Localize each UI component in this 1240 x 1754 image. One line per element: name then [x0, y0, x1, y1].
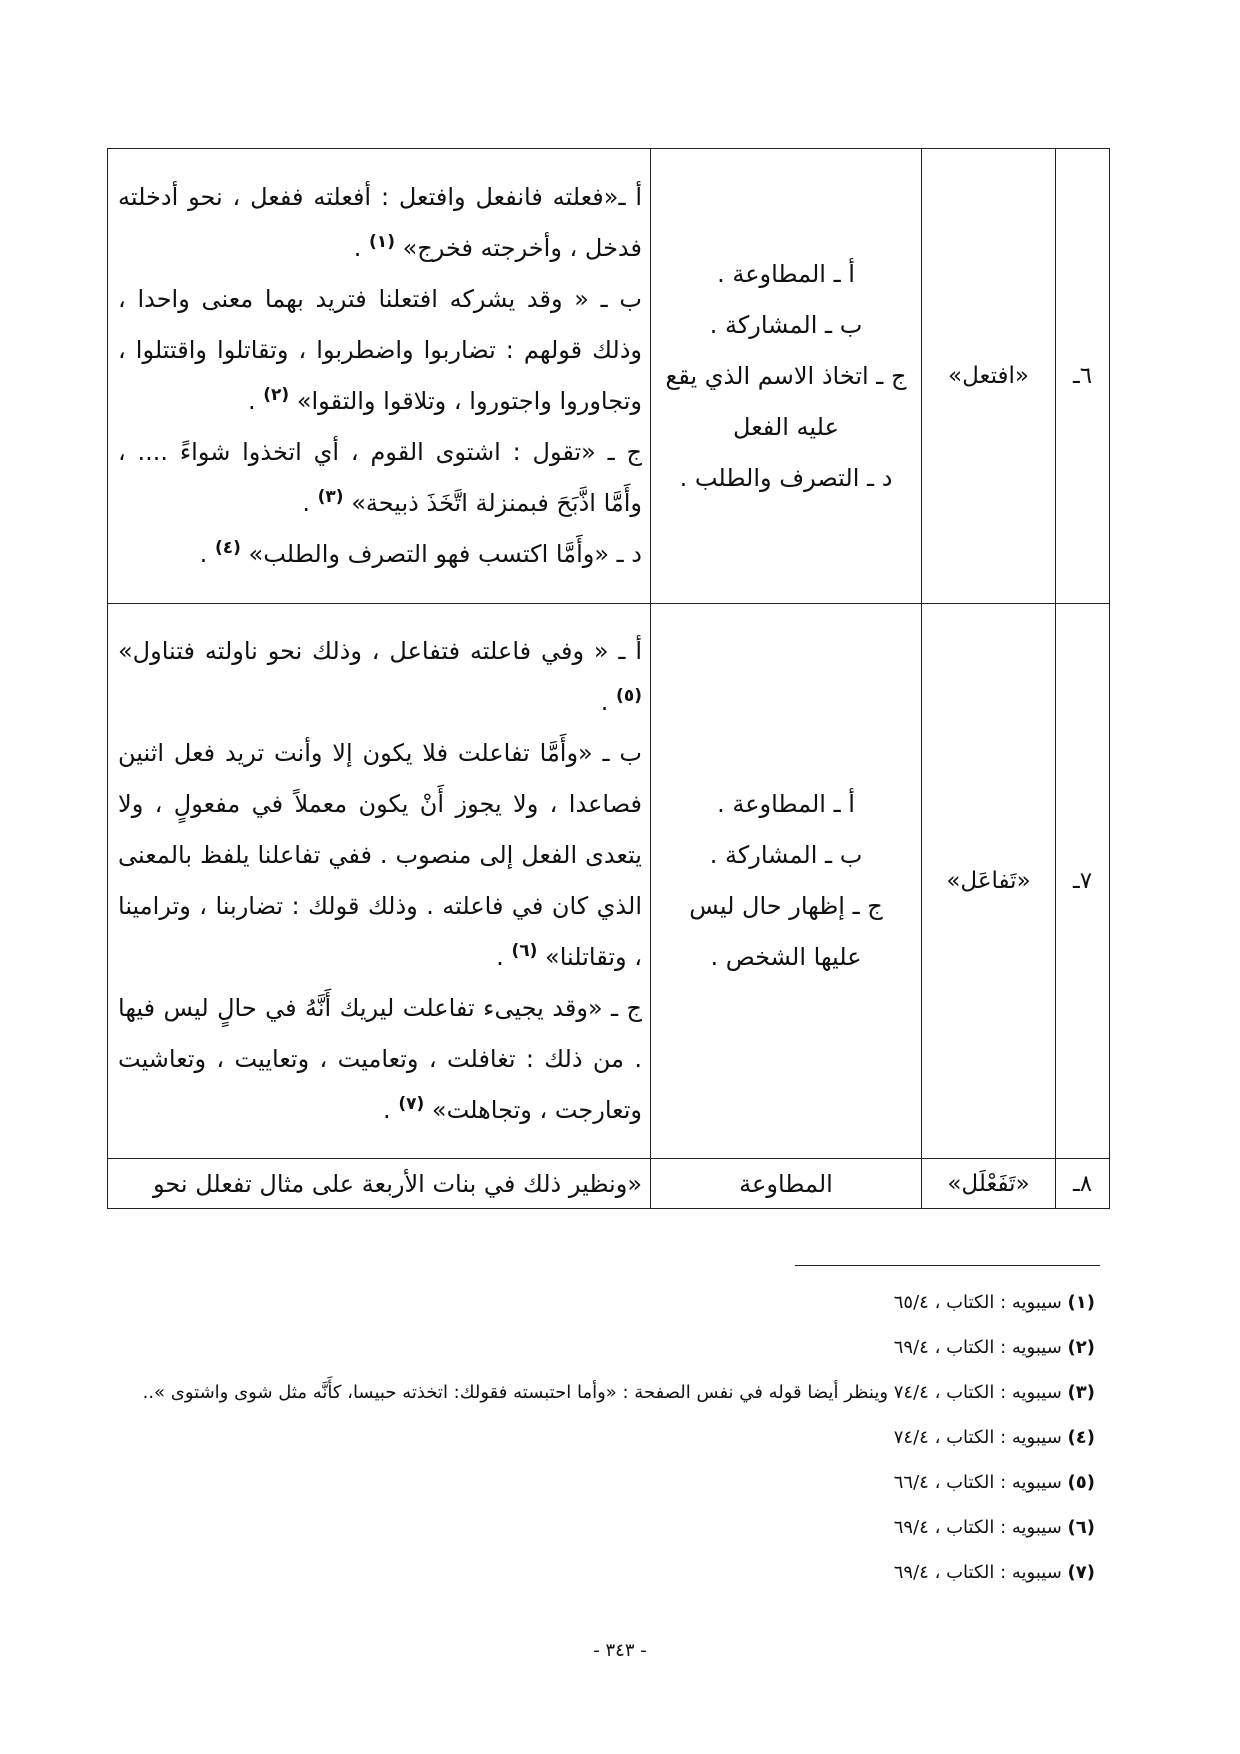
footnote-divider	[795, 1265, 1100, 1266]
meaning-item: ج ـ إظهار حال ليس	[689, 892, 883, 920]
footnote	[120, 1280, 1095, 1325]
row-number: ٨ـ	[1056, 1159, 1110, 1209]
row-number: ٧ـ	[1056, 604, 1110, 1159]
footnote-text: سيبويه : الكتاب ، ٦٩/٤	[893, 1562, 1068, 1583]
footnote-text: سيبويه : الكتاب ، ٦٩/٤	[893, 1337, 1068, 1358]
footnote	[120, 1325, 1095, 1370]
meaning-item: عليها الشخص .	[710, 943, 862, 971]
meaning-item: عليه الفعل	[733, 412, 839, 441]
footnote-number: (٤)	[1067, 1427, 1095, 1448]
verb-form: «افتعل»	[922, 149, 1056, 604]
meaning-item: د ـ التصرف والطلب .	[679, 463, 893, 492]
meaning-item: أ ـ المطاوعة .	[717, 259, 855, 288]
footnote	[120, 1505, 1095, 1550]
footnote-ref[interactable]: (٣)	[317, 487, 344, 507]
quotation: أ ـ « وفي فاعلته فتفاعل ، وذلك نحو ناولته فتناول» $^{(٥)}$ .	[118, 637, 642, 716]
footnote-ref[interactable]: (٤)	[214, 538, 241, 558]
meaning-item: المطاوعة	[739, 1169, 833, 1198]
footnote-number: (٣)	[1067, 1382, 1095, 1403]
meaning-item: ب ـ المشاركة .	[709, 310, 863, 339]
meanings-cell	[651, 149, 922, 604]
quotations-cell	[108, 1159, 651, 1209]
row-number: ٦ـ	[1056, 149, 1110, 604]
quotation: أ ـ«فعلته فانفعل وافتعل : أفعلته ففعل ، نحو أدخلته فدخل ، وأخرجته فخرج» $^{(١)}$ .	[118, 183, 642, 262]
footnote-ref[interactable]: (٦)	[511, 941, 538, 961]
footnote-text: سيبويه : الكتاب ، ٦٦/٤	[893, 1472, 1068, 1493]
quotation: «ونظير ذلك في بنات الأربعة على مثال تفعلل نحو	[153, 1169, 642, 1198]
quotation: ج ـ «تقول : اشتوى القوم ، أي اتخذوا شواءً .... ، وأَمَّا اذَّبَحَ فبمنزلة اتَّخَذَ ذبيحة» $^{(٣)}$ .	[118, 438, 642, 517]
footnote-ref[interactable]: (٥)	[616, 686, 642, 706]
quotations-cell	[108, 604, 651, 1159]
verb-form: «تَفَعْلَل»	[922, 1159, 1056, 1209]
footnote-ref[interactable]: (٢)	[263, 385, 290, 405]
footnotes	[120, 1280, 1095, 1595]
meaning-item: ج ـ اتخاذ الاسم الذي يقع	[665, 361, 907, 390]
footnote	[120, 1415, 1095, 1460]
meanings-cell	[651, 1159, 922, 1209]
footnote-number: (٧)	[1067, 1562, 1095, 1583]
meanings-cell	[651, 604, 922, 1159]
verb-form: «تَفاعَل»	[922, 604, 1056, 1159]
table-row	[108, 604, 1110, 1159]
morphology-table	[107, 148, 1110, 1209]
footnote-number: (٢)	[1067, 1337, 1095, 1358]
footnote-text: سيبويه : الكتاب ، ٦٥/٤	[893, 1292, 1068, 1313]
footnote	[120, 1460, 1095, 1505]
quotations-cell	[108, 149, 651, 604]
quotation: ج ـ «وقد يجيىء تفاعلت ليريك أَنَّهُ في حالٍ ليس فيها . من ذلك : تغافلت ، وتعاميت ، وتعاييت ، وتعاشيت وتعارجت ، وتجاهلت» $^{(٧)}$ .	[118, 994, 642, 1124]
footnote-text: سيبويه : الكتاب ، ٧٤/٤	[893, 1427, 1068, 1448]
meaning-item: ب ـ المشاركة .	[709, 841, 863, 869]
meaning-item: أ ـ المطاوعة .	[717, 790, 855, 818]
quotation: د ـ «وأَمَّا اكتسب فهو التصرف والطلب» $^{(٤)}$ .	[199, 538, 642, 568]
table-row	[108, 1159, 1110, 1209]
footnote-text: سيبويه : الكتاب ، ٦٩/٤	[893, 1517, 1068, 1538]
footnote	[120, 1550, 1095, 1595]
table-row	[108, 149, 1110, 604]
footnote-number: (١)	[1067, 1292, 1095, 1313]
quotation: ب ـ «وأَمَّا تفاعلت فلا يكون إلا وأنت تريد فعل اثنين فصاعدا ، ولا يجوز أَنْ يكون معملاً في مفعولٍ ، ولا يتعدى الفعل إلى منصوب . ففي تفاعلنا يلفظ بالمعنى الذي كان في فاعلته . وذلك قولك : تضاربنا ، وترامينا ، وتقاتلنا» $^{(٦)}$ .	[118, 739, 642, 971]
page-number: - ٣٤٣ -	[593, 1640, 647, 1661]
footnote-ref[interactable]: (١)	[369, 232, 395, 252]
footnote-number: (٥)	[1067, 1472, 1095, 1493]
footnote	[120, 1370, 1095, 1415]
footnote-text: سيبويه : الكتاب ، ٧٤/٤ وينظر أيضا قوله في نفس الصفحة : «وأما احتبسته فقولك: اتخذته حبيسا، كأَنَّه مثل شوى واشتوى »..	[142, 1382, 1068, 1403]
quotation: ب ـ « وقد يشركه افتعلنا فتريد بهما معنى واحدا ، وذلك قولهم : تضاربوا واضطربوا ، وتقاتلوا واقتتلوا ، وتجاوروا واجتوروا ، وتلاقوا والتقوا» $^{(٢)}$ .	[118, 285, 642, 415]
footnote-number: (٦)	[1067, 1517, 1095, 1538]
footnote-ref[interactable]: (٧)	[398, 1094, 425, 1114]
